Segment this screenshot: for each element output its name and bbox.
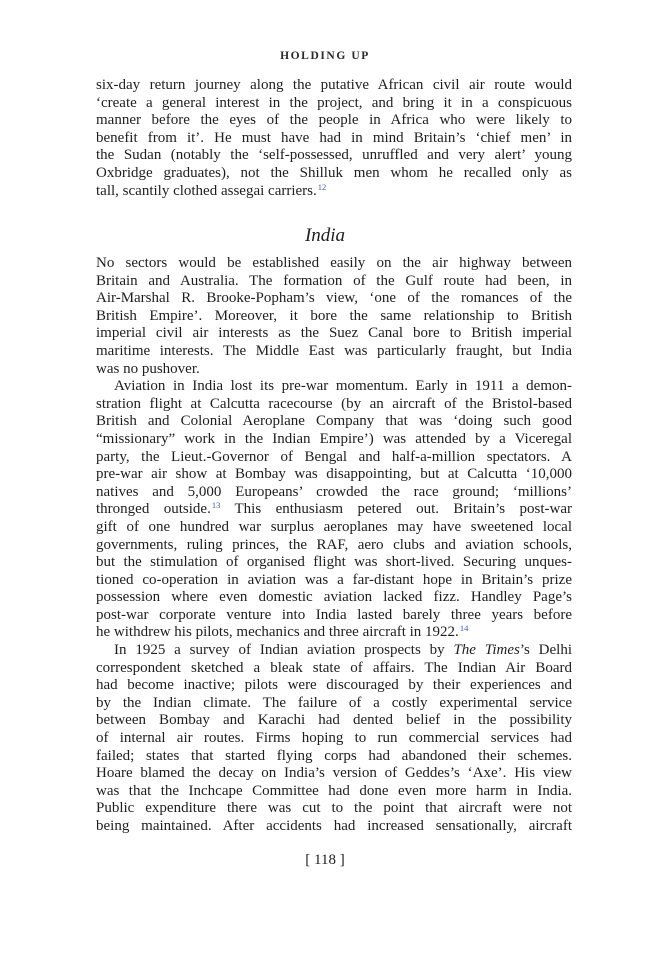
footnote-ref-12[interactable]: 12 bbox=[317, 181, 327, 192]
text-line: imperial civil air interests as the Suez Canal bore to British imperial bbox=[96, 325, 572, 342]
text-line: by the Indian climate. The failure of a costly experimental service bbox=[96, 694, 572, 711]
text-line: benefit from it’. He must have had in mind Britain’s ‘chief men’ in bbox=[96, 129, 572, 146]
text-line: of internal air routes. Firms hoping to run commercial services had bbox=[96, 730, 572, 747]
publication-title: The Times bbox=[453, 642, 520, 659]
text-line: but the stimulation of organised flight was short-lived. Securing unques- bbox=[96, 554, 572, 571]
text-line: failed; states that started flying corps had abandoned their schemes. bbox=[96, 747, 572, 764]
text-line: had become inactive; pilots were discouraged by their experiences and bbox=[96, 677, 572, 694]
text-line: was that the Inchcape Committee had done even more harm in India. bbox=[96, 782, 572, 799]
text-line: maritime interests. The Middle East was particularly fraught, but India bbox=[96, 342, 572, 359]
text-line: governments, ruling princes, the RAF, aero clubs and aviation schools, bbox=[96, 536, 572, 553]
page-number: [ 118 ] bbox=[305, 852, 345, 868]
running-head: HOLDING UP bbox=[280, 50, 370, 62]
text-line: British Empire’. Moreover, it bore the same relationship to British bbox=[96, 307, 572, 324]
text-line-content: he withdrew his pilots, mechanics and three aircraft in 1922. bbox=[96, 624, 459, 641]
text-line-content: tall, scantily clothed assegai carriers. bbox=[96, 182, 317, 199]
text-line-content: In 1925 a survey of Indian aviation prospects by bbox=[114, 642, 454, 659]
text-line-content: ’s Delhi bbox=[519, 642, 572, 659]
text-line bbox=[96, 183, 572, 201]
text-line: Oxbridge graduates), not the Shilluk men whom he recalled only as bbox=[96, 164, 572, 181]
text-line: British and Colonial Aeroplane Company that was ‘doing such good bbox=[96, 413, 572, 430]
text-line: pre-war air show at Bombay was disappointing, but at Calcutta ‘10,000 bbox=[96, 466, 572, 483]
text-line: the Sudan (notably the ‘self-possessed, unruffled and very alert’ young bbox=[96, 147, 572, 164]
text-line: post-war corporate venture into India lasted barely three years before bbox=[96, 606, 572, 623]
text-line: Britain and Australia. The formation of the Gulf route had been, in bbox=[96, 272, 572, 289]
text-line: tioned co-operation in aviation was a far-distant hope in Britain’s prize bbox=[96, 571, 572, 588]
text-line: ‘create a general interest in the project, and bring it in a conspicuous bbox=[96, 94, 572, 111]
text-line: being maintained. After accidents had increased sensationally, aircraft bbox=[96, 818, 572, 834]
text-line: “missionary” work in the Indian Empire’) was attended by a Viceregal bbox=[96, 430, 572, 447]
text-line: six-day return journey along the putative African civil air route would bbox=[96, 77, 572, 93]
text-line: correspondent sketched a bleak state of affairs. The Indian Air Board bbox=[96, 659, 572, 676]
text-line: No sectors would be established easily on the air highway between bbox=[96, 255, 572, 271]
text-line: Public expenditure there was cut to the point that aircraft were not bbox=[96, 800, 572, 817]
text-line: possession where even domestic aviation lacked fizz. Handley Page’s bbox=[96, 589, 572, 606]
paragraph-continuation bbox=[96, 77, 572, 200]
text-line: was no pushover. bbox=[96, 360, 200, 377]
text-line-content: This enthusiasm petered out. Britain’s post-war bbox=[220, 501, 573, 518]
section-heading: India bbox=[304, 225, 346, 246]
text-line: stration flight at Calcutta racecourse (by an aircraft of the Bristol-based bbox=[96, 395, 572, 412]
section-body bbox=[96, 255, 572, 836]
text-line: Aviation in India lost its pre-war momentum. Early in 1911 a demon- bbox=[114, 378, 572, 395]
footnote-ref-14[interactable]: 14 bbox=[459, 623, 469, 634]
footnote-ref-13[interactable]: 13 bbox=[211, 500, 221, 511]
text-line-content: thronged outside. bbox=[96, 501, 211, 518]
text-line: between Bombay and Karachi had dented belief in the possibility bbox=[96, 712, 572, 729]
text-line: gift of one hundred war surplus aeroplanes may have sweetened local bbox=[96, 518, 572, 535]
text-line: manner before the eyes of the people in Africa who were likely to bbox=[96, 112, 572, 129]
text-line: party, the Lieut.-Governor of Bengal and half-a-million spectators. A bbox=[96, 448, 572, 465]
text-line: Air-Marshal R. Brooke-Popham’s view, ‘one of the romances of the bbox=[96, 290, 572, 307]
text-line bbox=[96, 624, 572, 642]
text-line bbox=[96, 642, 572, 660]
text-line bbox=[96, 501, 572, 519]
text-line: natives and 5,000 Europeans’ crowded the race ground; ‘millions’ bbox=[96, 483, 572, 500]
text-line: Hoare blamed the decay on India’s version of Geddes’s ‘Axe’. His view bbox=[96, 765, 572, 782]
